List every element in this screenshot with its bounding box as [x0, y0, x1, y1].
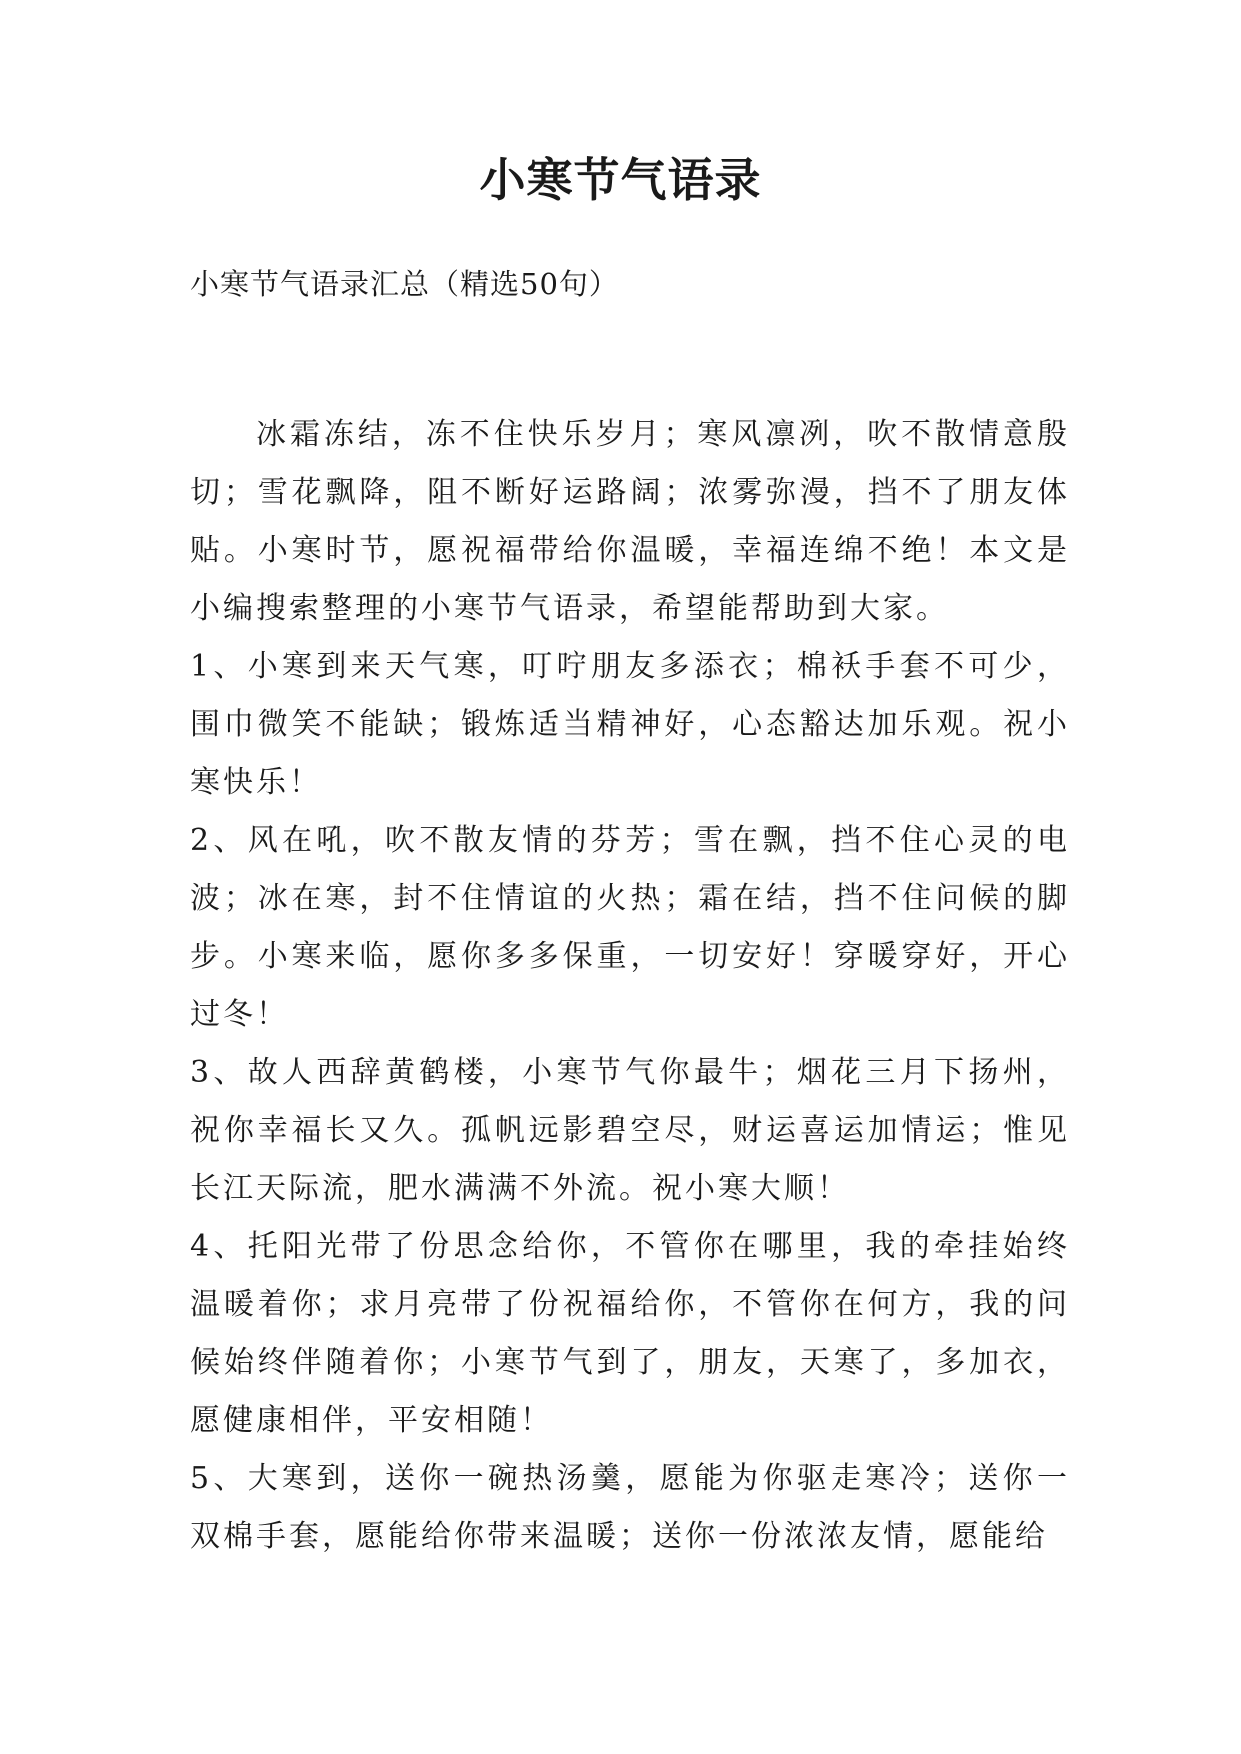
quote-item-3: 3、故人西辞黄鹤楼，小寒节气你最牛；烟花三月下扬州，祝你幸福长又久。孤帆远影碧空尽，财运喜运加情运；惟见长江天际流，肥水满满不外流。祝小寒大顺！: [190, 1055, 1070, 1206]
document-subtitle: 小寒节气语录汇总（精选50句）: [190, 267, 619, 301]
quote-item-1: 1、小寒到来天气寒，叮咛朋友多添衣；棉袄手套不可少，围巾微笑不能缺；锻炼适当精神好，心态豁达加乐观。祝小寒快乐！: [190, 649, 1070, 800]
document-title: 小寒节气语录: [479, 153, 762, 207]
quote-item-4: 4、托阳光带了份思念给你，不管你在哪里，我的牵挂始终温暖着你；求月亮带了份祝福给你，不管你在何方，我的问候始终伴随着你；小寒节气到了，朋友，天寒了，多加衣，愿健康相伴，平安相随！: [190, 1229, 1070, 1438]
intro-paragraph: 冰霜冻结，冻不住快乐岁月；寒风凛冽，吹不散情意殷切；雪花飘降，阻不断好运路阔；浓雾弥漫，挡不了朋友体贴。小寒时节，愿祝福带给你温暖，幸福连绵不绝！本文是小编搜索整理的小寒节气语录，希望能帮助到大家。: [190, 417, 1070, 626]
quote-item-5: 5、大寒到，送你一碗热汤羹，愿能为你驱走寒冷；送你一双棉手套，愿能给你带来温暖；送你一份浓浓友情，愿能给: [190, 1461, 1070, 1554]
document-body: [190, 406, 1070, 1566]
quote-item-2: 2、风在吼，吹不散友情的芬芳；雪在飘，挡不住心灵的电波；冰在寒，封不住情谊的火热；霜在结，挡不住问候的脚步。小寒来临，愿你多多保重，一切安好！穿暖穿好，开心过冬！: [190, 823, 1070, 1032]
